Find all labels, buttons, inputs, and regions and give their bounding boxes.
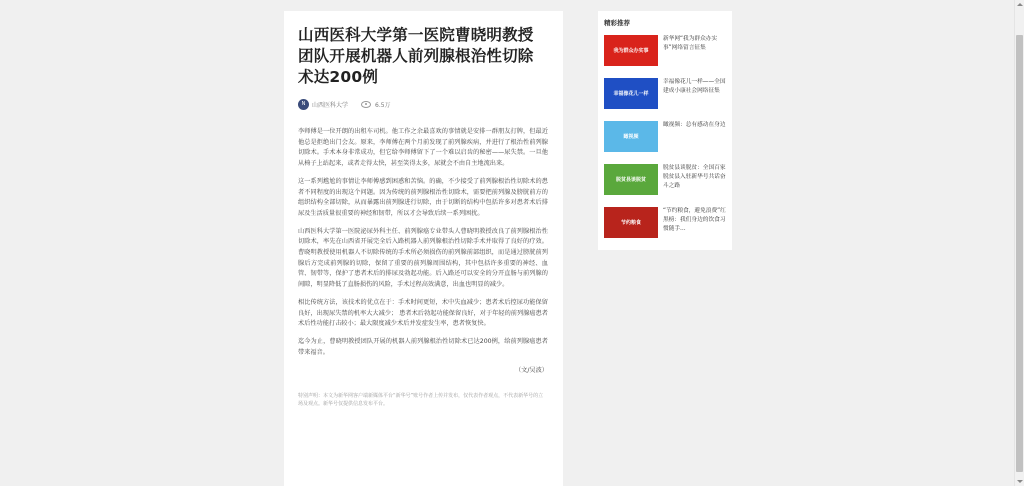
article-paragraph: 迄今为止，曹晓明教授团队开展的机器人前列腺根治性切除术已达200例，给前列腺癌患者带来福音。 [298, 337, 548, 356]
author-name[interactable]: 山西医科大学 [312, 101, 349, 109]
article-paragraph: 这一系列尴尬的事情让李师傅感到困惑和苦恼。的确，不少接受了前列腺根治性切除术的患者不同程度的出现这个问题。因为传统的前列腺根治性切除术，需要把前列腺及膀胱前方的组织结构全部切除，从而暴露出前列腺进行切除，由于切断的结构中包括许多对患者术后排尿及生活质量很重要的神经和韧带，所以才会导致后续一系列困扰。 [298, 177, 548, 217]
eye-icon [361, 101, 371, 108]
article-paragraph: 山西医科大学第一医院泌尿外科主任、前列腺癌专业带头人曹晓明教授改良了前列腺根治性切除术，率先在山西省开展完全后入路机器人前列腺根治性切除手术并取得了良好的疗效。曹晓明教授使用机器人不切除传统的手术所必须损伤的前列腺前部组织，而是通过膀胱前列腺后方完成前列腺的切除，保留了重要的前列腺周围结构，其中包括许多重要的神经、血管、韧带等，保护了患者术后的排尿及勃起功能。后入路还可以安全的分开直肠与前列腺的间隙，明显降低了直肠损伤的风险，手术过程高效满意，出血也明显的减少。 [298, 227, 548, 289]
article-meta [298, 97, 548, 111]
recommendations-title: 精彩推荐 [604, 19, 630, 27]
recommendation-title[interactable]: 新华网“我为群众办实事”网络留言征集 [663, 36, 718, 51]
recommendation-title[interactable]: “节约粮食，避免浪费”红黑榜：我们身边的饮食习惯随手… [663, 208, 726, 232]
recommendation-item[interactable] [604, 164, 726, 197]
thumbnail-caption: 幸福像花儿一样 [613, 90, 649, 97]
scroll-down-arrow-icon[interactable] [1017, 480, 1023, 483]
recommendation-title[interactable]: 幸福像花儿一样——全国建成小康社会网络征集 [663, 79, 726, 94]
thumbnail-caption: 节约粮食 [620, 219, 641, 226]
recommendation-item[interactable] [604, 78, 726, 111]
recommendation-item[interactable] [604, 207, 726, 240]
article-card [284, 11, 563, 486]
recommendations-panel [598, 11, 732, 250]
scroll-up-arrow-icon[interactable] [1017, 3, 1023, 6]
recommendation-thumbnail[interactable] [604, 164, 658, 195]
article-byline: （文/吴波） [514, 367, 548, 375]
recommendation-thumbnail[interactable] [604, 35, 658, 66]
recommendation-title[interactable]: 瞰视频：总有感动在身边 [663, 122, 726, 128]
author-avatar[interactable]: N [298, 99, 309, 110]
article-paragraph: 李师傅是一位开朗的出租车司机。他工作之余最喜欢的事情就是安排一群朋友打牌，但最近他总是拒绝出门会友。原来，李师傅在两个月前发现了前列腺疾病，并进行了根治性前列腺切除术。手术本身非常成功，但它给李师傅留下了一个难以启齿的秘密——尿失禁。一旦他从椅子上站起来，或者走得太快，甚至笑得太多，尿就会不由自主地流出来。 [298, 128, 548, 168]
recommendation-item[interactable] [604, 121, 726, 154]
recommendation-thumbnail[interactable] [604, 121, 658, 152]
scrollbar-thumb[interactable] [1016, 35, 1023, 472]
article-disclaimer: 特别声明：本文为新华网客户端新媒体平台“新华号”账号作者上传并发布，仅代表作者观点，不代表新华号的立场及观点。新华号仅提供信息发布平台。 [298, 393, 544, 408]
recommendation-item[interactable] [604, 35, 726, 68]
article-paragraph: 相比传统方法，该技术的优点在于：手术时间更短，术中失血减少；患者术后控尿功能保留良好，出现尿失禁的机率大大减少； 患者术后勃起功能保留良好，对于年轻的前列腺癌患者术后性功能打击较小；最大限度减少术后并发症发生率，患者恢复快。 [298, 298, 548, 328]
page-scrollbar[interactable] [1014, 0, 1024, 486]
view-count: 6.5万 [375, 101, 391, 109]
article-title: 山西医科大学第一医院曹晓明教授团队开展机器人前列腺根治性切除术达200例 [298, 26, 534, 86]
thumbnail-caption: 瞰视频 [623, 133, 639, 140]
recommendation-thumbnail[interactable] [604, 78, 658, 109]
recommendation-thumbnail[interactable] [604, 207, 658, 238]
thumbnail-caption: 我为群众办实事 [613, 47, 649, 54]
thumbnail-caption: 脱贫县谈脱贫 [615, 176, 646, 183]
recommendation-title[interactable]: 脱贫县谈脱贫：全国百家脱贫县入驻新华号共话奋斗之路 [663, 165, 726, 189]
